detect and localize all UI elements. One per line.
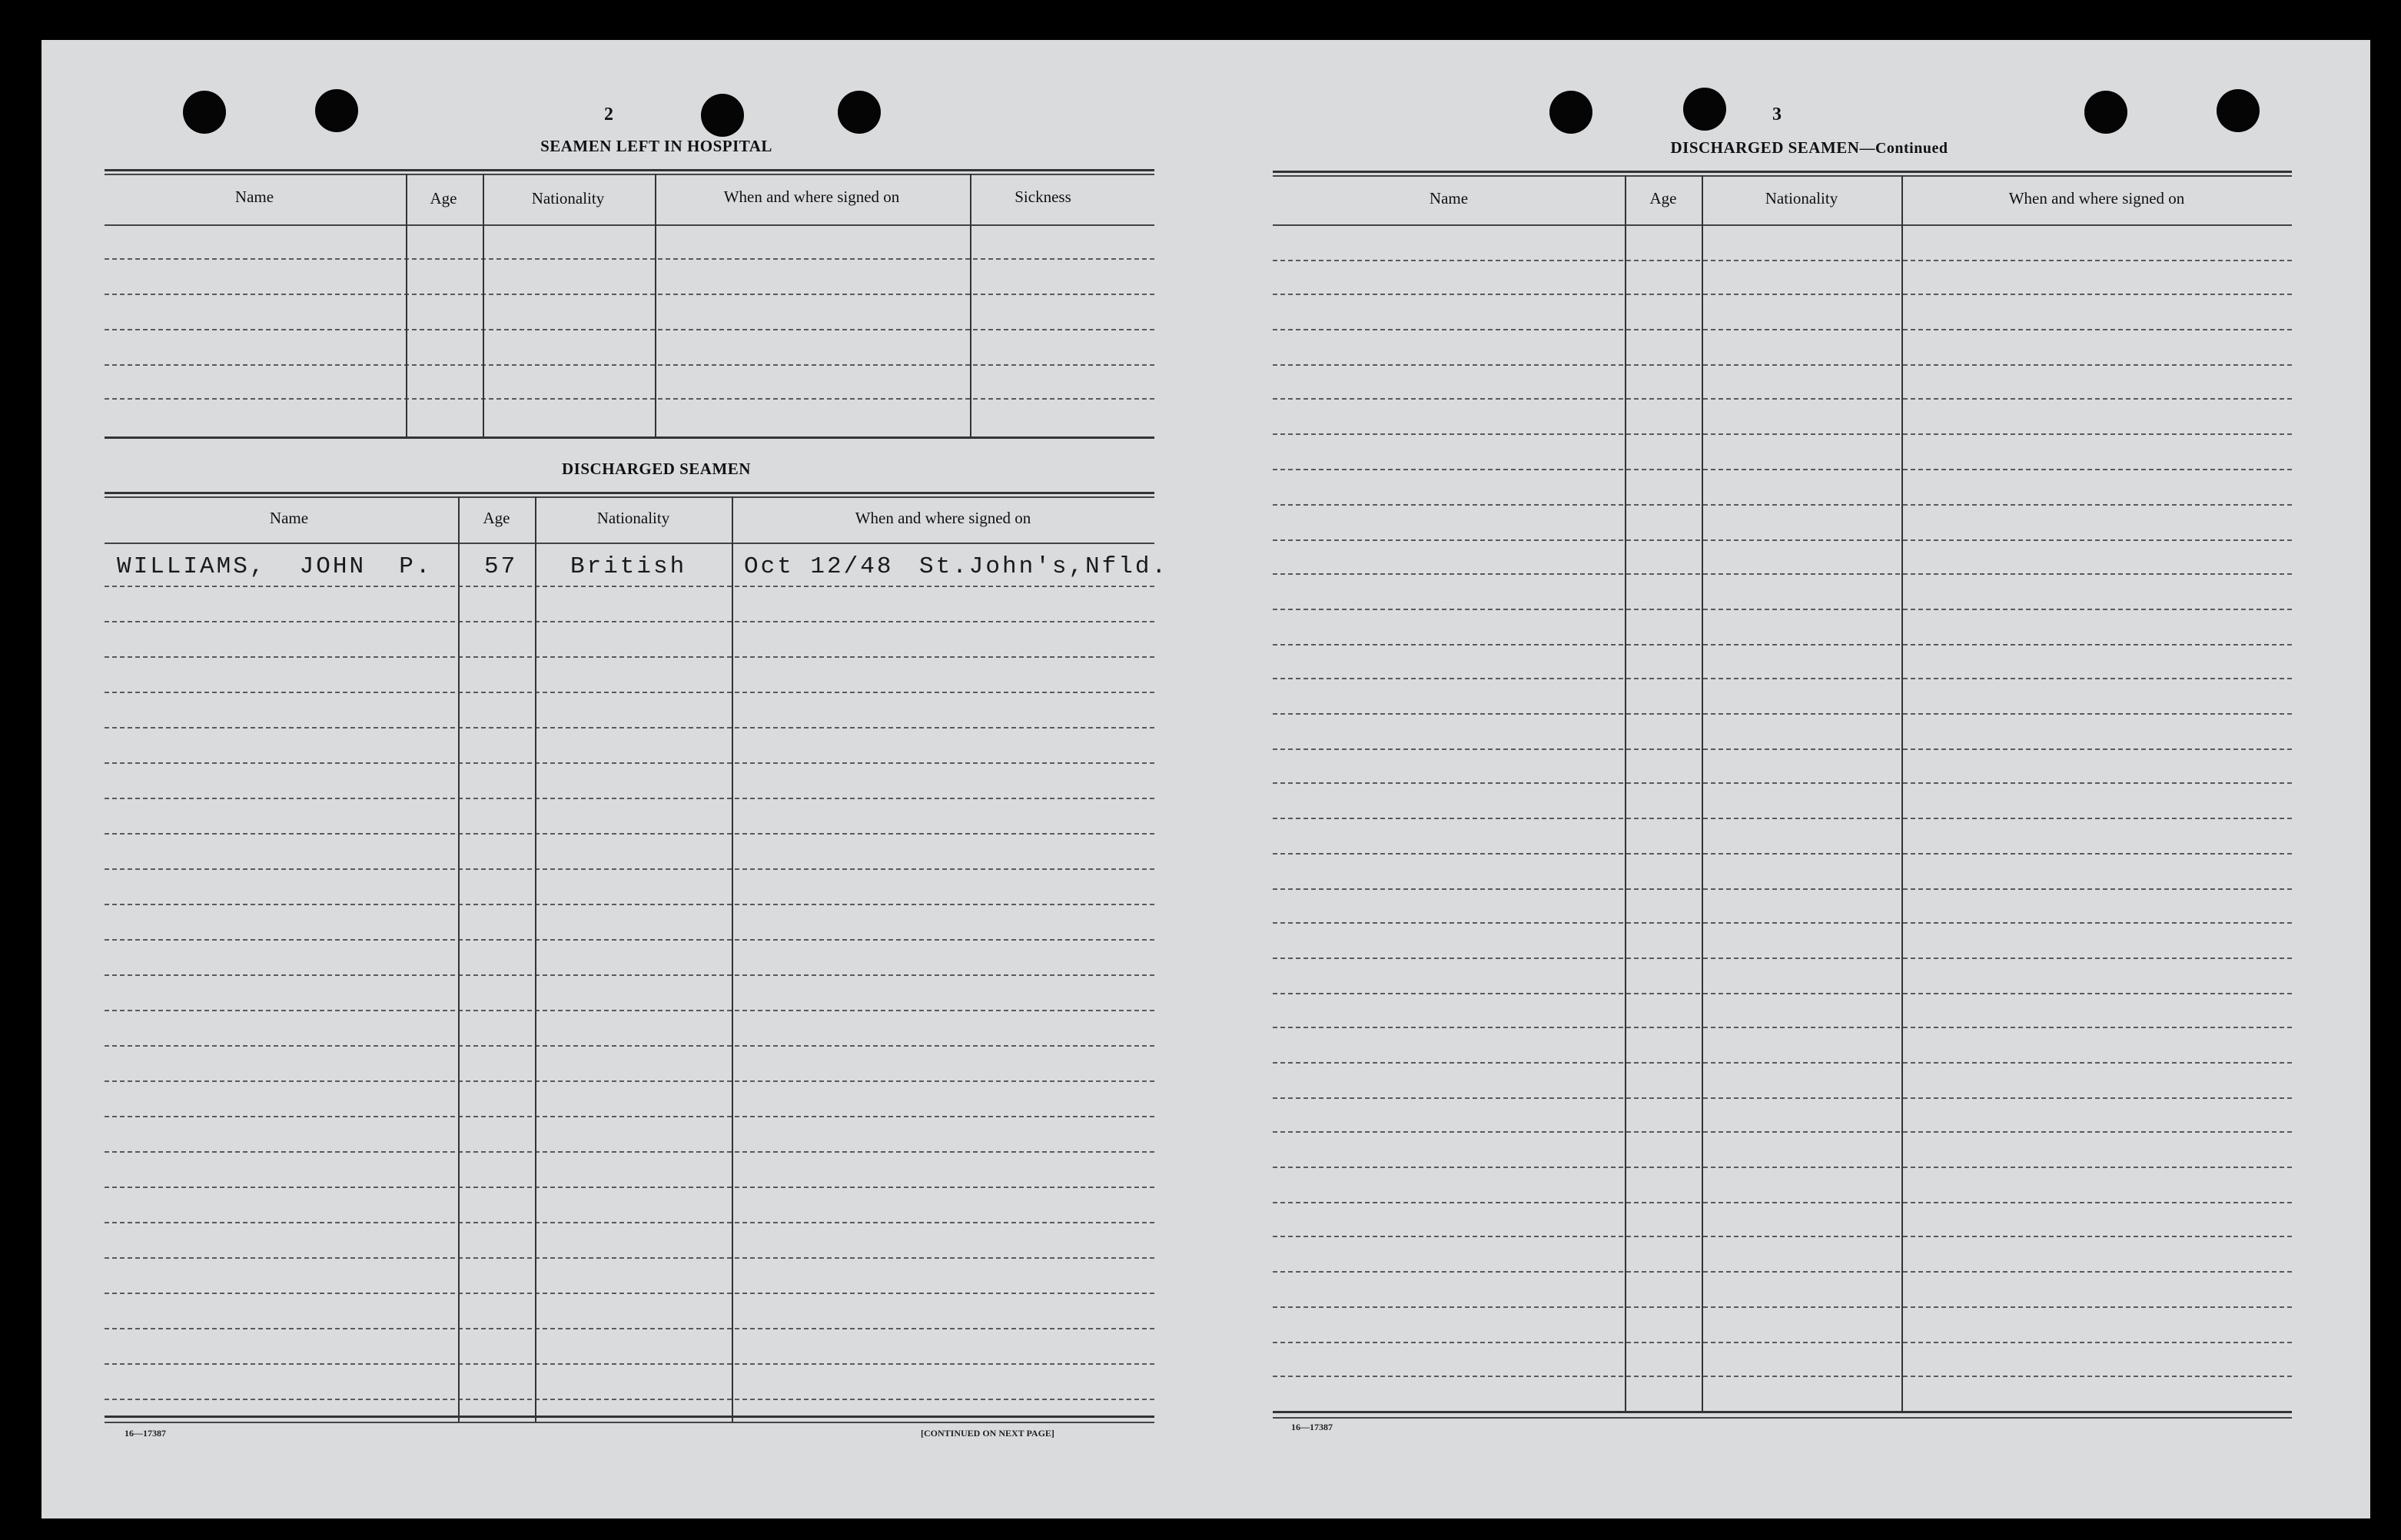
- punch-hole: [2217, 89, 2260, 132]
- col-header-when-where: When and where signed on: [723, 188, 900, 206]
- col-header-sickness: Sickness: [1015, 188, 1071, 206]
- col-header-age: Age: [483, 509, 510, 527]
- punch-hole: [701, 94, 744, 137]
- page-number: 3: [1772, 105, 1782, 124]
- punch-hole: [1549, 91, 1592, 134]
- discharged-title-text: DISCHARGED SEAMEN: [1670, 138, 1860, 157]
- col-header-when-where: When and where signed on: [2008, 189, 2185, 207]
- scanned-document: [42, 40, 2370, 1518]
- col-header-nationality: Nationality: [531, 189, 605, 207]
- punch-hole: [315, 89, 358, 132]
- col-header-name: Name: [234, 188, 274, 206]
- col-header-nationality: Nationality: [596, 509, 670, 527]
- punch-hole: [183, 91, 226, 134]
- punch-hole: [1683, 88, 1726, 131]
- hospital-section-title: SEAMEN LEFT IN HOSPITAL: [540, 137, 772, 155]
- col-header-age: Age: [1649, 189, 1677, 207]
- continued-suffix: —Continued: [1859, 140, 1948, 157]
- punch-hole: [2084, 91, 2127, 134]
- col-header-name: Name: [269, 509, 309, 527]
- form-number: 16—17387: [1291, 1422, 1333, 1432]
- seaman-age: 57: [484, 553, 518, 580]
- col-header-age: Age: [430, 189, 457, 207]
- page-number: 2: [604, 105, 613, 124]
- punch-hole: [838, 91, 881, 134]
- form-number: 16—17387: [125, 1428, 166, 1439]
- signed-on-place: St.John's,Nfld.: [919, 553, 1169, 580]
- col-header-nationality: Nationality: [1765, 189, 1838, 207]
- discharged-section-title: DISCHARGED SEAMEN: [562, 460, 751, 478]
- seaman-name: WILLIAMS, JOHN P.: [117, 553, 433, 580]
- continued-note: [CONTINUED ON NEXT PAGE]: [921, 1428, 1054, 1439]
- discharged-continued-title: [1502, 138, 2117, 158]
- col-header-when-where: When and where signed on: [855, 509, 1031, 527]
- signed-on-date: Oct 12/48: [744, 553, 894, 580]
- col-header-name: Name: [1429, 189, 1469, 207]
- seaman-nationality: British: [570, 553, 687, 580]
